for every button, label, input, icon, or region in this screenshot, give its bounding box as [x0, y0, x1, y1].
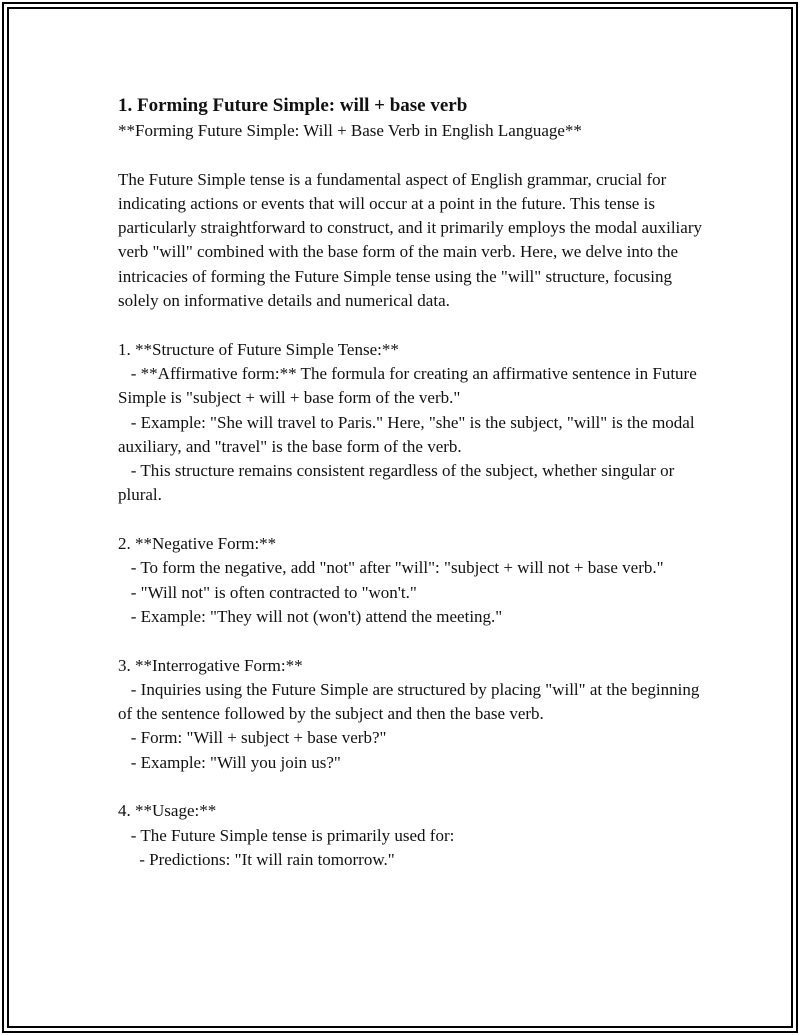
- list-item: - Form: "Will + subject + base verb?": [118, 728, 387, 748]
- list-item: - The Future Simple tense is primarily used for:: [118, 825, 455, 845]
- section-title: 1. **Structure of Future Simple Tense:**: [118, 339, 399, 359]
- section-interrogative: [118, 654, 708, 775]
- section-negative: [118, 532, 708, 629]
- list-item: - Example: "She will travel to Paris." Here, "she" is the subject, "will" is the modal auxiliary, and "travel" is the base form of the verb.: [118, 412, 699, 456]
- section-title: 4. **Usage:**: [118, 801, 217, 821]
- list-item: - "Will not" is often contracted to "won't.": [118, 582, 417, 602]
- document-subtitle: **Forming Future Simple: Will + Base Verb in English Language**: [118, 121, 582, 140]
- document-body: [118, 93, 708, 872]
- section-usage: [118, 799, 708, 872]
- section-structure: [118, 338, 708, 508]
- list-item: - Predictions: "It will rain tomorrow.": [118, 849, 395, 869]
- list-item: - This structure remains consistent regardless of the subject, whether singular or plural.: [118, 461, 679, 505]
- section-title: 2. **Negative Form:**: [118, 534, 277, 554]
- list-item: - To form the negative, add "not" after "will": "subject + will not + base verb.": [118, 558, 664, 578]
- section-heading: 1. Forming Future Simple: will + base verb: [118, 95, 468, 116]
- list-item: - Inquiries using the Future Simple are structured by placing "will" at the beginning of the sentence followed by the subject and then the base verb.: [118, 679, 704, 724]
- intro-paragraph: The Future Simple tense is a fundamental aspect of English grammar, crucial for indicating actions or events that will occur at a point in the future. This tense is particularly straightforward to construct, and it primarily employs the modal auxiliary verb "will" combined with the base form of the main verb. Here, we delve into the intricacies of forming the Future Simple tense using the "will" structure, focusing solely on informative details and numerical data.: [118, 169, 707, 311]
- list-item: - Example: "They will not (won't) attend the meeting.": [118, 606, 503, 626]
- section-title: 3. **Interrogative Form:**: [118, 655, 303, 675]
- list-item: - **Affirmative form:** The formula for creating an affirmative sentence in Future Simple is "subject + will + base form of the verb.": [118, 363, 701, 408]
- list-item: - Example: "Will you join us?": [118, 752, 341, 772]
